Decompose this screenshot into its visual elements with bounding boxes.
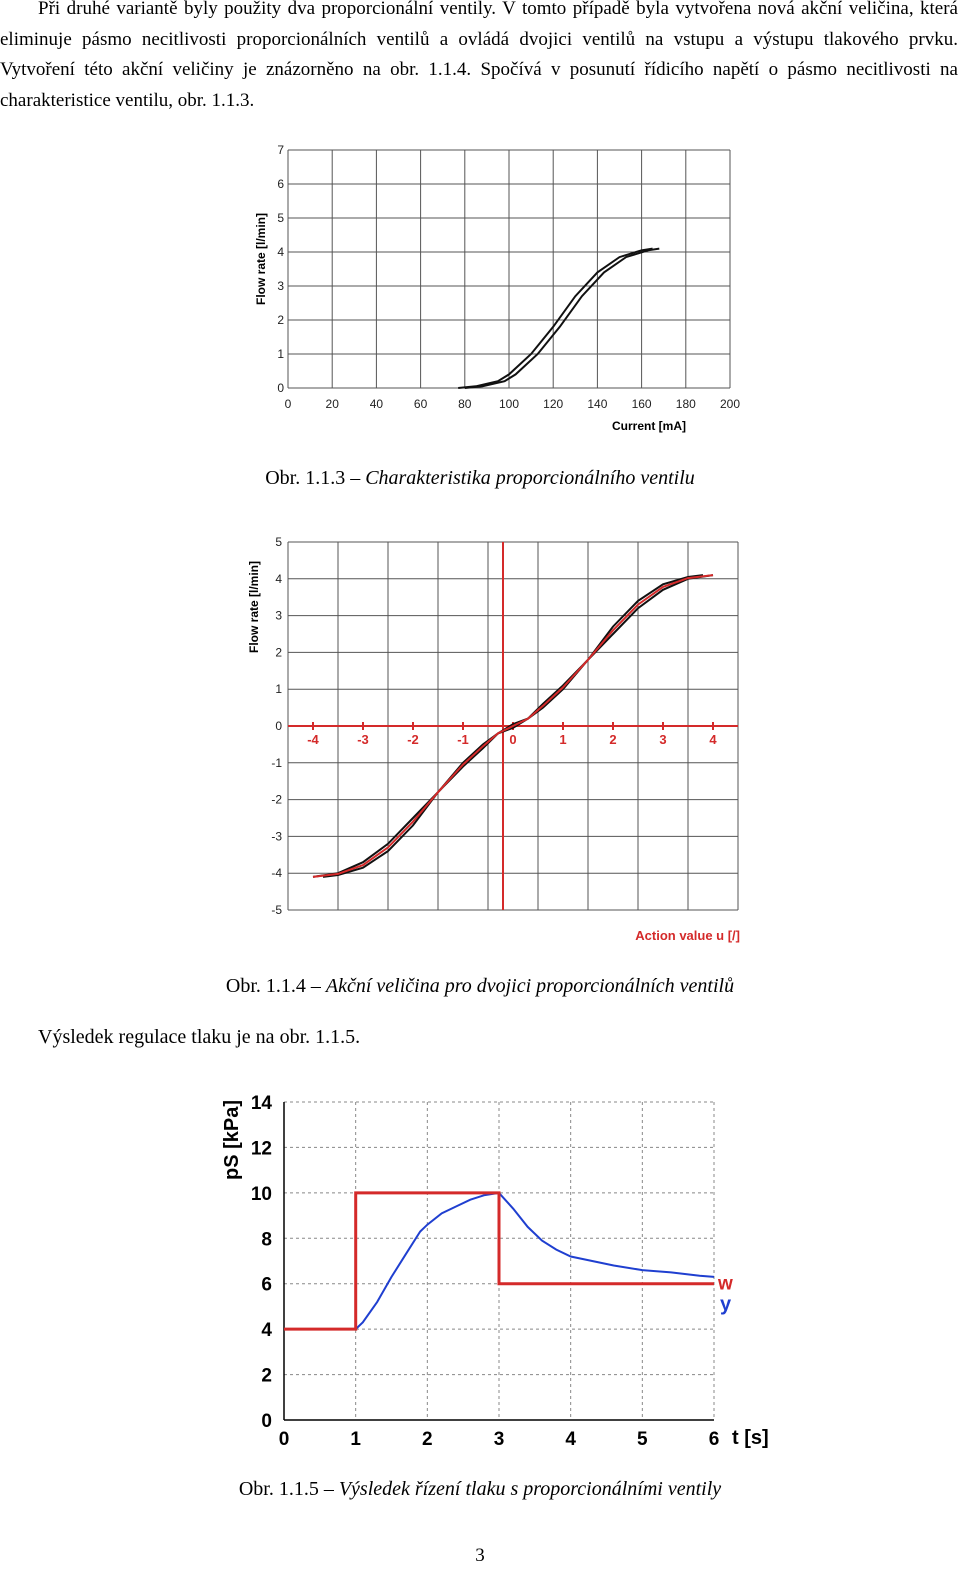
- figure-caption-3-prefix: Obr. 1.1.5 –: [238, 1478, 339, 1500]
- x-tick-label: 100: [498, 397, 520, 411]
- y-tick-label: 2: [261, 1365, 272, 1387]
- y-tick-label: 4: [261, 1320, 272, 1342]
- x-tick-label: -4: [307, 732, 319, 747]
- x-tick-label: 6: [708, 1429, 720, 1450]
- x-tick-label: 120: [543, 397, 564, 411]
- y-tick-label: 2: [277, 313, 284, 327]
- x-tick-label: 0: [509, 732, 517, 747]
- y-tick-label: 2: [275, 645, 282, 660]
- y-tick-label: 0: [277, 381, 284, 395]
- figure-caption-1-prefix: Obr. 1.1.3 –: [265, 467, 366, 489]
- x-tick-label: 5: [637, 1429, 648, 1450]
- intro-paragraph: [0, 0, 958, 116]
- y-tick-label: 6: [261, 1274, 272, 1296]
- flow-curve: [465, 249, 660, 388]
- x-tick-label: -3: [357, 732, 369, 747]
- x-tick-label: 160: [631, 397, 652, 411]
- x-tick-label: 40: [369, 397, 384, 411]
- x-tick-label: 20: [325, 397, 339, 411]
- y-axis-label: Flow rate [l/min]: [247, 560, 261, 654]
- y-tick-label: 4: [275, 571, 282, 586]
- x-tick-label: 4: [709, 732, 717, 747]
- y-tick-label: 3: [275, 608, 282, 623]
- x-axis-label: Action value u [/]: [635, 928, 740, 943]
- intro-text: Při druhé variantě byly použity dva proporcionální ventily. V tomto případě byla vytvořena nová akční veličina, která eliminuje pásmo necitlivosti proporcionálních ventilů a ovládá dvojici ventilů na vstupu a výstupu tlakového prvku. Vytvoření této akční veličiny je znázorněno na obr. 1.1.4. Spočívá v posunutí řídicího napětí o pásmo necitlivosti na charakteristice ventilu, obr. 1.1.3.: [0, 0, 958, 111]
- y-tick-label: 6: [277, 177, 284, 191]
- x-tick-label: 2: [422, 1429, 433, 1450]
- y-tick-label: 12: [250, 1138, 272, 1160]
- figure-caption-1-text: Charakteristika proporcionálního ventilu: [365, 467, 695, 489]
- x-tick-label: 4: [565, 1429, 576, 1450]
- y-axis-label: pS [kPa]: [221, 1099, 243, 1181]
- x-tick-label: 2: [609, 732, 617, 747]
- x-tick-label: 60: [413, 397, 428, 411]
- y-tick-label: 1: [275, 682, 282, 697]
- y-tick-label: 14: [250, 1093, 272, 1114]
- figure-caption-2-text: Akční veličina pro dvojici proporcionálních ventilů: [325, 975, 735, 997]
- action-value-chart: [0, 520, 960, 960]
- legend-y: y: [720, 1293, 732, 1316]
- x-tick-label: 0: [278, 1429, 290, 1450]
- y-tick-label: 5: [277, 211, 284, 225]
- x-tick-label: 80: [458, 397, 472, 411]
- x-tick-label: 140: [587, 397, 608, 411]
- y-tick-label: -2: [271, 792, 282, 807]
- x-tick-label: -2: [407, 732, 419, 747]
- x-axis-label: t [s]: [732, 1427, 769, 1449]
- x-tick-label: 0: [284, 397, 292, 411]
- x-axis-label: Current [mA]: [612, 419, 686, 433]
- y-tick-label: 10: [250, 1183, 272, 1205]
- y-tick-label: 1: [277, 347, 284, 361]
- page-number: 3: [475, 1545, 485, 1566]
- legend-w: w: [718, 1273, 733, 1295]
- figure-caption-2: [0, 975, 960, 998]
- figure-caption-2-prefix: Obr. 1.1.4 –: [225, 975, 326, 997]
- x-tick-label: 200: [719, 397, 741, 411]
- pressure-control-chart: [0, 1080, 960, 1480]
- figure-caption-3: [0, 1478, 960, 1501]
- figure-caption-3-text: Výsledek řízení tlaku s proporcionálními ventily: [338, 1478, 722, 1500]
- y-tick-label: 8: [261, 1229, 272, 1251]
- x-tick-label: -1: [457, 732, 469, 747]
- y-tick-label: -1: [271, 755, 282, 770]
- flow-curve: [458, 249, 652, 388]
- figure-caption-1: [0, 467, 960, 490]
- result-text: Výsledek regulace tlaku je na obr. 1.1.5.: [38, 1026, 361, 1048]
- y-tick-label: 7: [277, 143, 284, 157]
- y-tick-label: -3: [271, 829, 282, 844]
- x-tick-label: 3: [659, 732, 667, 747]
- x-tick-label: 1: [559, 732, 567, 747]
- y-axis-label: Flow rate [l/min]: [254, 212, 268, 306]
- y-tick-label: 4: [277, 245, 284, 259]
- y-tick-label: 5: [275, 535, 282, 549]
- y-tick-label: -4: [271, 866, 282, 881]
- y-tick-label: 3: [277, 279, 284, 293]
- x-tick-label: 1: [350, 1429, 361, 1450]
- y-tick-label: -5: [271, 903, 282, 917]
- x-tick-label: 3: [493, 1429, 505, 1450]
- flow-current-chart: [0, 130, 960, 570]
- x-tick-label: 180: [675, 397, 696, 411]
- y-tick-label: 0: [261, 1411, 272, 1432]
- y-tick-label: 0: [275, 719, 282, 733]
